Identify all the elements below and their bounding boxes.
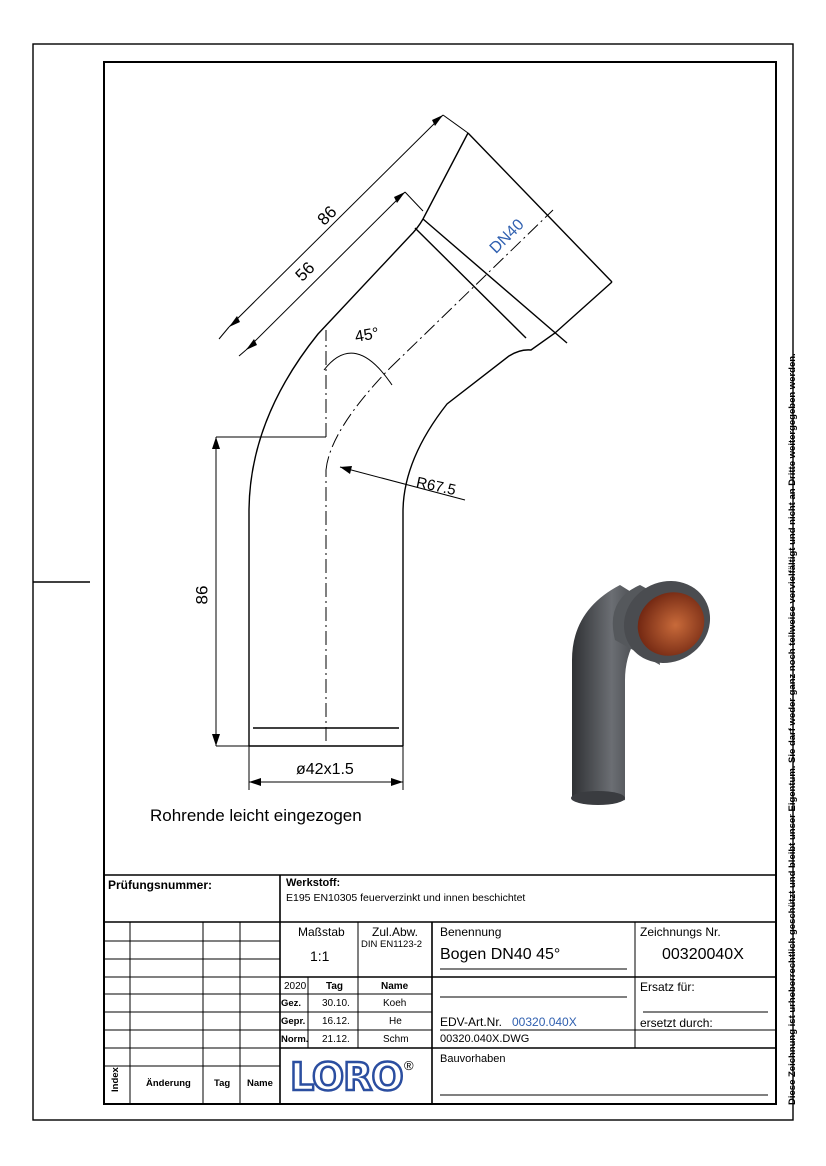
role-gez: Gez. — [281, 998, 302, 1009]
dwg-file: 00320.040X.DWG — [440, 1033, 530, 1045]
dim-diameter: ø42x1.5 — [296, 761, 354, 778]
loro-logo: LORO — [290, 1055, 403, 1099]
dim-86-left: 86 — [192, 585, 212, 605]
tag-gepr: 16.12. — [322, 1016, 350, 1027]
aenderung-label: Änderung — [146, 1078, 191, 1089]
name-label: Name — [381, 981, 409, 992]
index-label: Index — [110, 1067, 121, 1092]
benennung-value: Bogen DN40 45° — [440, 946, 561, 963]
pruefungsnummer-label: Prüfungsnummer: — [108, 878, 213, 892]
werkstoff-value: E195 EN10305 feuerverzinkt und innen beschichtet — [286, 892, 526, 904]
zeichnungsnr-label: Zeichnungs Nr. — [640, 925, 721, 939]
name-norm: Schm — [383, 1034, 409, 1045]
name2-label: Name — [247, 1078, 273, 1089]
werkstoff-label: Werkstoff: — [286, 877, 341, 889]
dim-86-top: 86 — [313, 202, 341, 230]
edv-value: 00320.040X — [512, 1015, 577, 1029]
pipe-outline — [249, 133, 612, 746]
zulabw-value: DIN EN1123-2 — [361, 939, 423, 950]
tag2-label: Tag — [214, 1078, 231, 1089]
name-gez: Koeh — [383, 998, 407, 1009]
dim-56: 56 — [291, 258, 319, 286]
massstab-value: 1:1 — [310, 948, 330, 964]
dim-angle: 45° — [353, 325, 381, 346]
dimension-lines — [216, 115, 468, 790]
drawing-note: Rohrende leicht eingezogen — [150, 806, 362, 825]
dim-radius: R67.5 — [414, 474, 458, 499]
tag-label: Tag — [326, 981, 344, 992]
massstab-label: Maßstab — [298, 925, 345, 939]
copyright-note: Diese Zeichnung ist urheberrechtlich geschützt und bleibt unser Eigentum. Sie darf weder ganz noch teilweise vervielfältigt und nicht an Dritte weitergegeben werden. — [787, 353, 798, 1105]
registered-mark: ® — [404, 1058, 414, 1073]
role-gepr: Gepr. — [281, 1016, 306, 1027]
tag-gez: 30.10. — [322, 998, 350, 1009]
edv-label: EDV-Art.Nr. — [440, 1015, 503, 1029]
zulabw-label: Zul.Abw. — [372, 925, 419, 939]
ersatz-fuer-label: Ersatz für: — [640, 980, 695, 994]
bauvorhaben-label: Bauvorhaben — [440, 1053, 506, 1065]
role-norm: Norm. — [281, 1034, 309, 1045]
tag-norm: 21.12. — [322, 1034, 350, 1045]
benennung-label: Benennung — [440, 925, 502, 939]
ersetzt-durch-label: ersetzt durch: — [640, 1016, 713, 1030]
zeichnungsnr-value: 00320040X — [662, 946, 744, 963]
pipe-3d-render — [571, 565, 725, 805]
name-gepr: He — [389, 1016, 402, 1027]
dim-dn: DN40 — [486, 216, 528, 258]
year: 2020 — [284, 981, 307, 992]
